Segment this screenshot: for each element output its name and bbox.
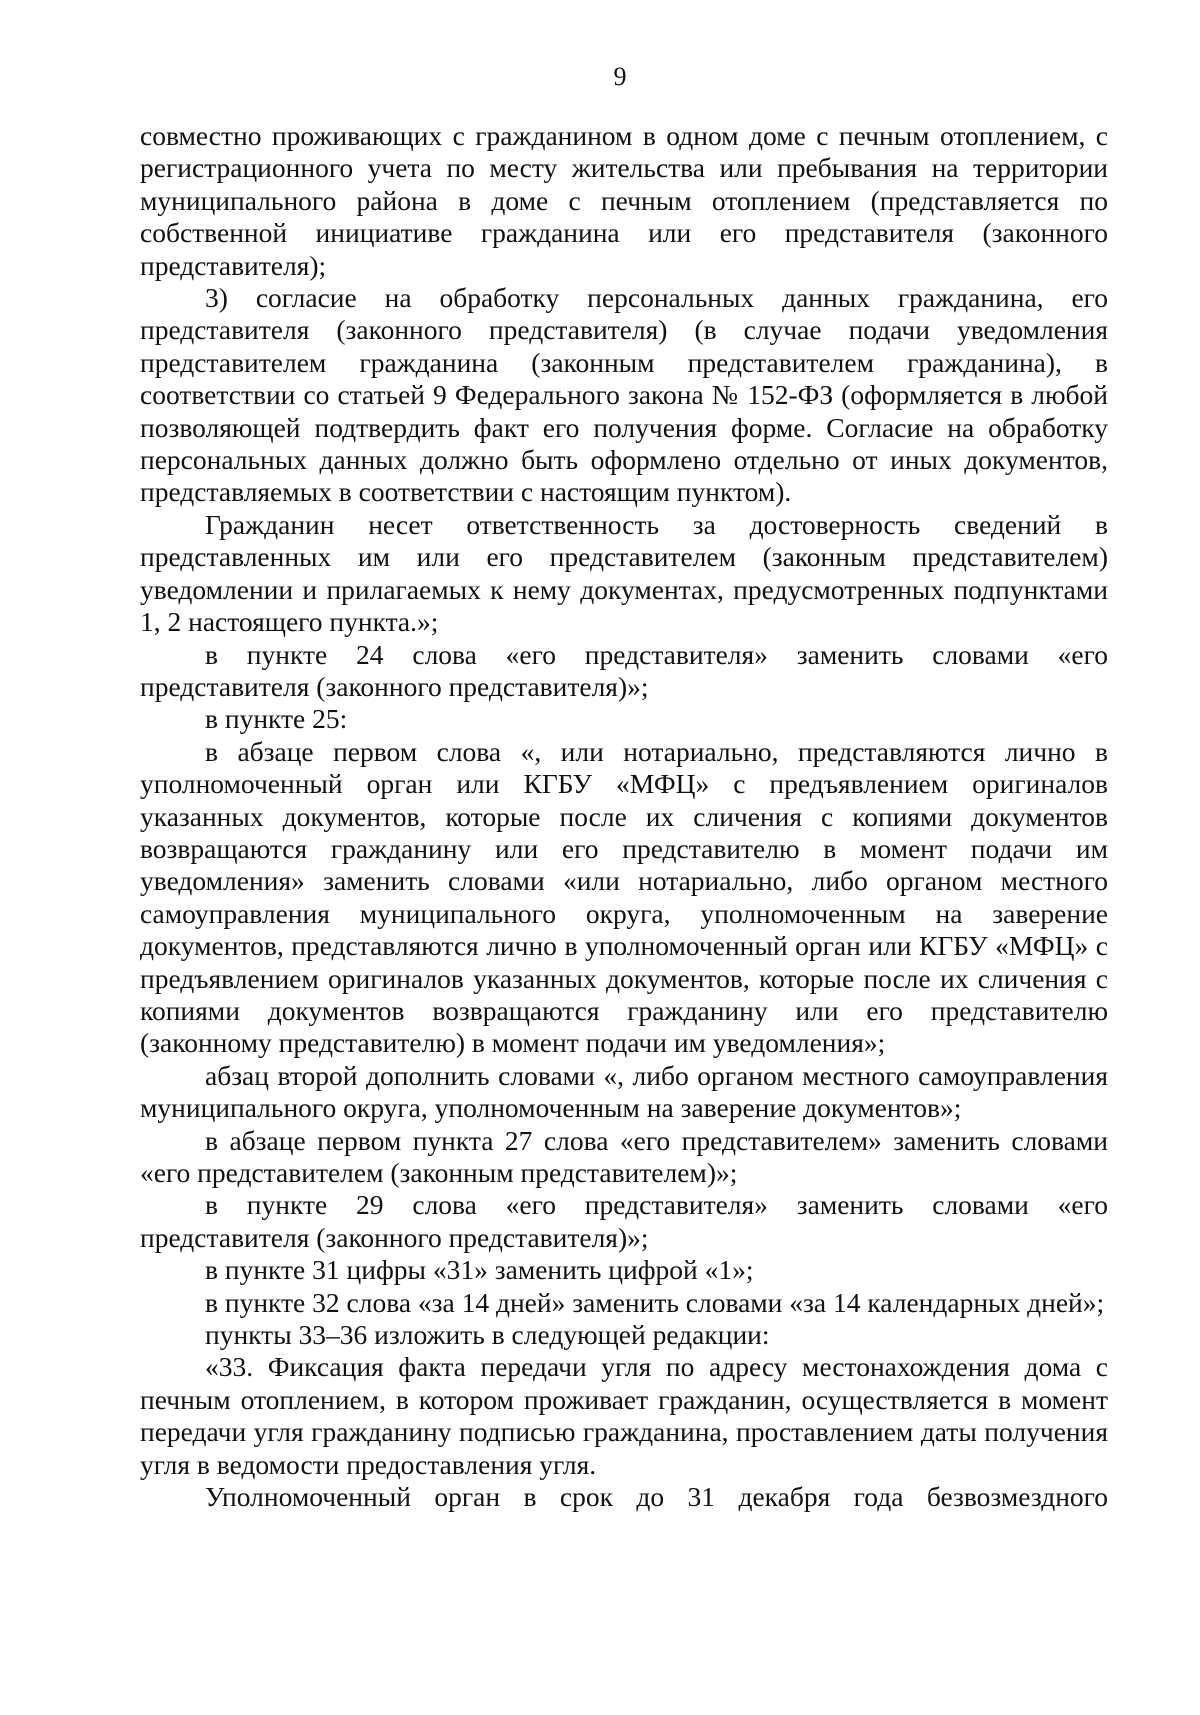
paragraph: пункты 33–36 изложить в следующей редакции: xyxy=(205,1319,770,1351)
paragraph: в абзаце первом пункта 27 слова «его представителем» заменить словами «его представителем (законным представителем)»; xyxy=(140,1124,1108,1188)
paragraph: в пункте 25: xyxy=(205,703,348,735)
paragraph: 3) согласие на обработку персональных данных гражданина, его представителя (законного представителя) (в случае подачи уведомления представителем гражданина (законным представителем гражданина), в соответствии со статьей 9 Федерального закона № 152-ФЗ (оформляется в любой позволяющей подтвердить факт его получения форме. Согласие на обработку персональных данных должно быть оформлено отдельно от иных документов, представляемых в соответствии с настоящим пунктом). xyxy=(140,282,1108,508)
paragraph: в пункте 29 слова «его представителя» заменить словами «его представителя (законного представителя)»; xyxy=(140,1189,1108,1253)
paragraph: в пункте 32 слова «за 14 дней» заменить словами «за 14 календарных дней»; xyxy=(205,1286,1105,1318)
paragraph: в абзаце первом слова «, или нотариально, представляются лично в уполномоченный орган или КГБУ «МФЦ» с предъявлением оригиналов указанных документов, которые после их сличения с копиями документов возвращаются гражданину или его представителю в момент подачи им уведомления» заменить словами «или нотариально, либо органом местного самоуправления муниципального округа, уполномоченным на заверение документов, представляются лично в уполномоченный орган или КГБУ «МФЦ» с предъявлением оригиналов указанных документов, которые после их сличения с копиями документов возвращаются гражданину или его представителю (законному представителю) в момент подачи им уведомления»; xyxy=(140,735,1108,1059)
document-body xyxy=(140,120,1108,1513)
paragraph: совместно проживающих с гражданином в одном доме с печным отоплением, с регистрационного учета по месту жительства или пребывания на территории муниципального района в доме с печным отоплением (представляется по собственной инициативе гражданина или его представителя (законного представителя); xyxy=(140,120,1108,281)
paragraph: абзац второй дополнить словами «, либо органом местного самоуправления муниципального округа, уполномоченным на заверение документов»; xyxy=(140,1059,1108,1124)
paragraph: в пункте 24 слова «его представителя» заменить словами «его представителя (законного представителя)»; xyxy=(140,638,1108,702)
page-number: 9 xyxy=(613,62,627,91)
paragraph-last: Уполномоченный орган в срок до 31 декабря года безвозмездного xyxy=(205,1481,1108,1513)
paragraph: Гражданин несет ответственность за достоверность сведений в представленных им или его представителем (законным представителем) уведомлении и прилагаемых к нему документах, предусмотренных подпунктами 1, 2 настоящего пункта.»; xyxy=(140,508,1108,638)
paragraph: «33. Фиксация факта передачи угля по адресу местонахождения дома с печным отоплением, в котором проживает гражданин, осуществляется в момент передачи угля гражданину подписью гражданина, проставлением даты получения угля в ведомости предоставления угля. xyxy=(140,1351,1108,1480)
paragraph: в пункте 31 цифры «31» заменить цифрой «1»; xyxy=(205,1254,754,1286)
